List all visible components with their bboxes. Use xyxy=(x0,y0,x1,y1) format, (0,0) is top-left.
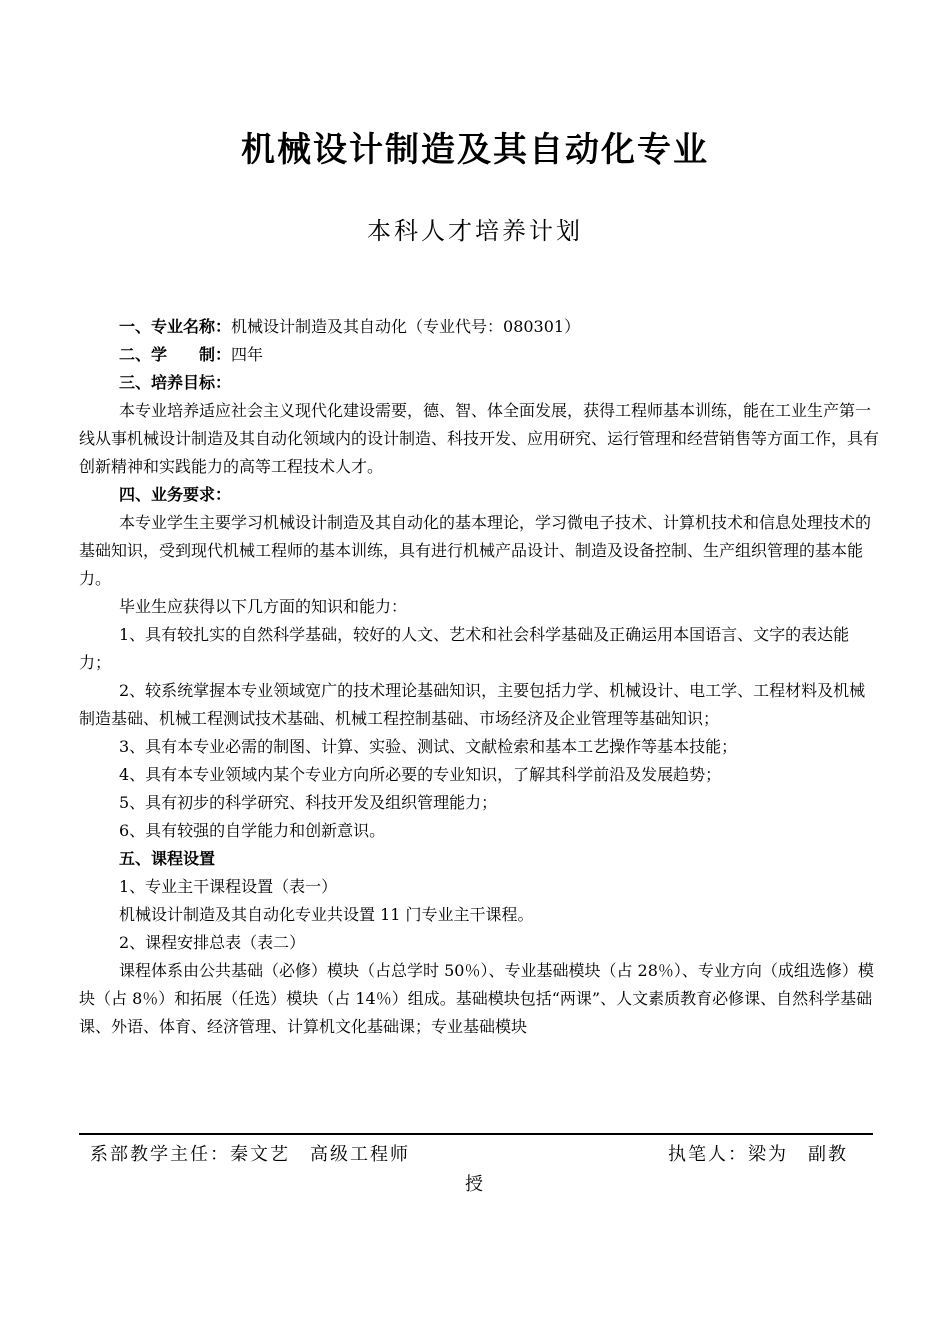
footer-department-director: 系部教学主任：秦文艺 高级工程师 xyxy=(90,1144,410,1165)
footer-author-wrap: 授 xyxy=(465,1174,485,1195)
section-major-name xyxy=(79,313,879,341)
section-goal-heading: 三、培养目标： xyxy=(119,373,232,392)
list-item: 4、具有本专业领域内某个专业方向所必要的专业知识，了解其科学前沿及发展趋势； xyxy=(119,765,722,784)
courses-sub1-text: 机械设计制造及其自动化专业共设置 11 门专业主干课程。 xyxy=(119,905,534,924)
section-requirements-intro: 毕业生应获得以下几方面的知识和能力： xyxy=(119,597,408,616)
section-label: 一、专业名称： xyxy=(119,317,232,336)
courses-sub1: 1、专业主干课程设置（表一） xyxy=(119,877,338,896)
courses-sub2: 2、课程安排总表（表二） xyxy=(119,933,306,952)
section-duration xyxy=(79,341,879,369)
list-item: 5、具有初步的科学研究、科技开发及组织管理能力； xyxy=(119,793,498,812)
section-goal-text: 本专业培养适应社会主义现代化建设需要，德、智、体全面发展，获得工程师基本训练，能在工业生产第一线从事机械设计制造及其自动化领域内的设计制造、科技开发、应用研究、运行管理和经营销售等方面工作，具有创新精神和实践能力的高等工程技术人才。 xyxy=(79,401,880,476)
document-body xyxy=(79,313,879,1041)
footer-divider xyxy=(79,1133,873,1135)
section-value: 四年 xyxy=(231,345,264,364)
list-item: 2、较系统掌握本专业领域宽广的技术理论基础知识，主要包括力学、机械设计、电工学、工程材料及机械制造基础、机械工程测试技术基础、机械工程控制基础、市场经济及企业管理等基础知识； xyxy=(79,681,866,728)
section-label: 二、学 制： xyxy=(119,345,232,364)
section-value: 机械设计制造及其自动化（专业代号：080301） xyxy=(231,317,581,336)
section-requirements-heading: 四、业务要求： xyxy=(119,485,232,504)
document-subtitle: 本科人才培养计划 xyxy=(367,217,583,245)
section-requirements-text: 本专业学生主要学习机械设计制造及其自动化的基本理论，学习微电子技术、计算机技术和信息处理技术的基础知识，受到现代机械工程师的基本训练，具有进行机械产品设计、制造及设备控制、生产组织管理的基本能力。 xyxy=(79,513,872,588)
section-courses-heading: 五、课程设置 xyxy=(119,849,216,868)
document-title: 机械设计制造及其自动化专业 xyxy=(241,130,709,170)
list-item: 1、具有较扎实的自然科学基础，较好的人文、艺术和社会科学基础及正确运用本国语言、文字的表达能力； xyxy=(79,625,850,672)
list-item: 3、具有本专业必需的制图、计算、实验、测试、文献检索和基本工艺操作等基本技能； xyxy=(119,737,738,756)
list-item: 6、具有较强的自学能力和创新意识。 xyxy=(119,821,386,840)
footer-author: 执笔人：梁为 副教 xyxy=(668,1144,848,1165)
courses-sub2-text: 课程体系由公共基础（必修）模块（占总学时 50％）、专业基础模块（占 28％）、专业方向（成组选修）模块（占 8％）和拓展（任选）模块（占 14％）组成。基础模块包括“两课”、人文素质教育必修课、自然科学基础课、外语、体育、经济管理、计算机文化基础课；专业基础模块 xyxy=(79,961,874,1036)
